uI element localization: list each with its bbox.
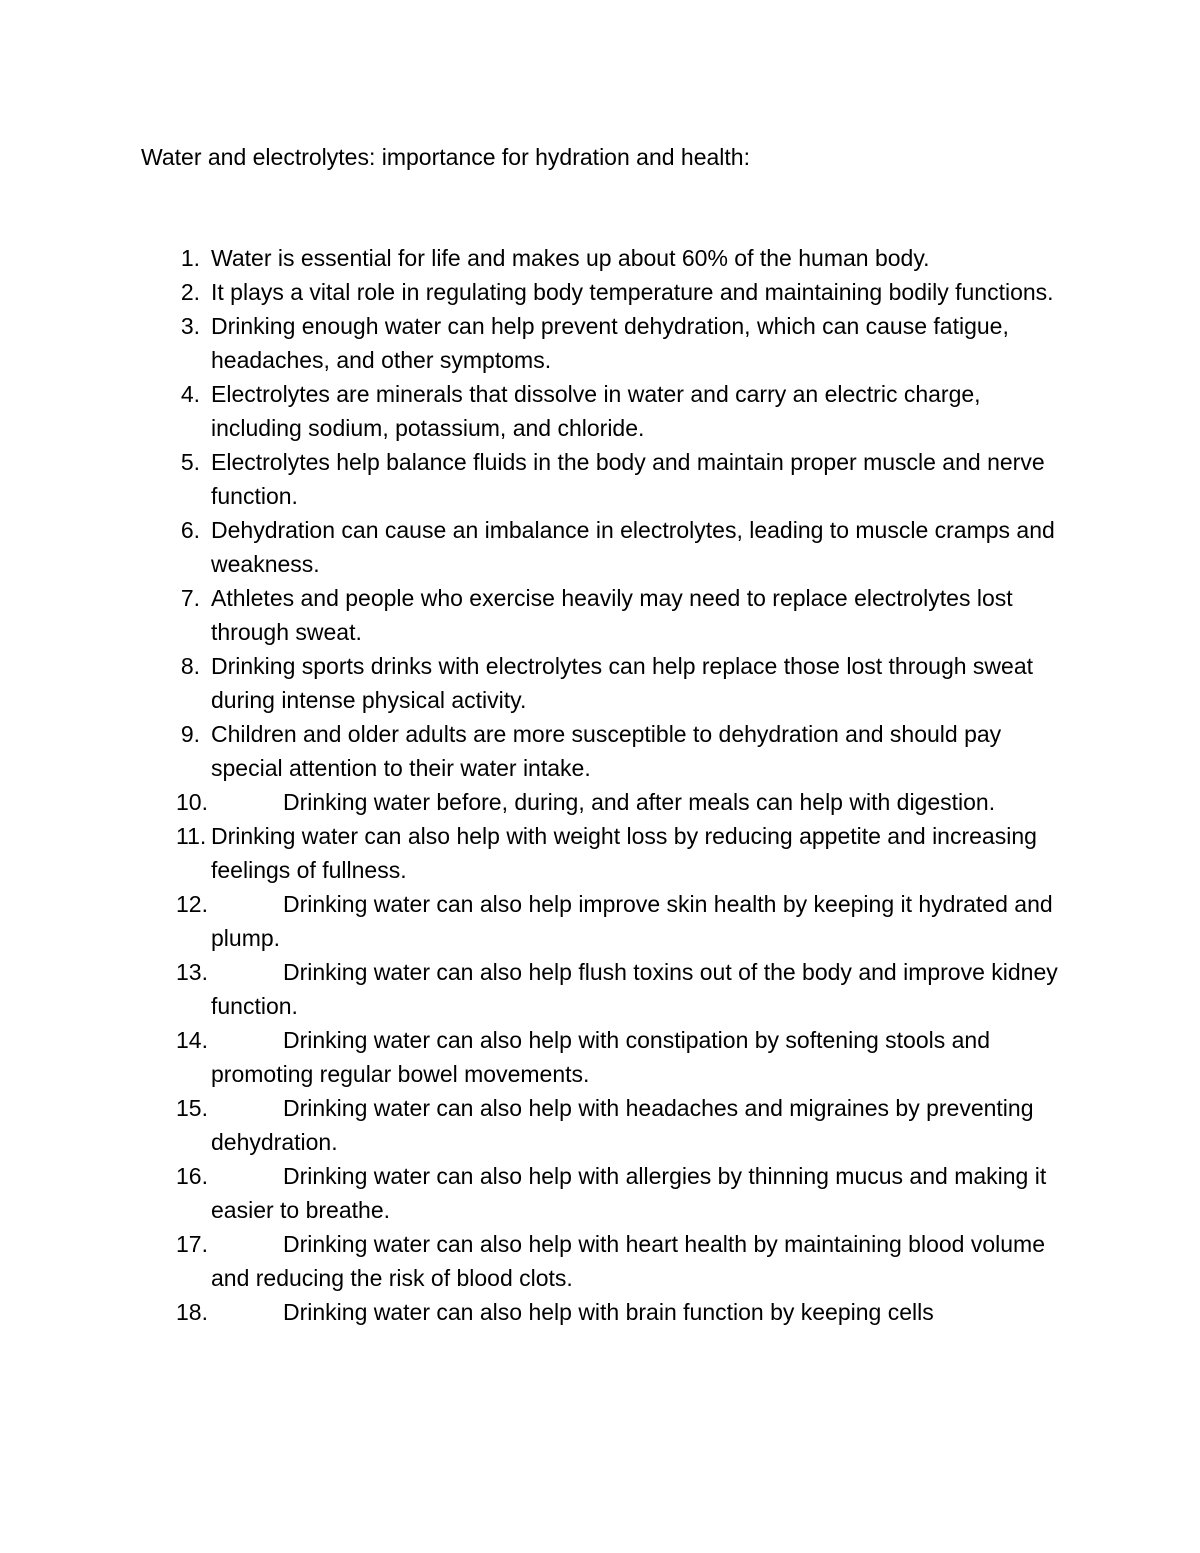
list-item-number: 11. xyxy=(176,823,207,849)
list-item-number: 13. xyxy=(176,959,208,985)
document-title: Water and electrolytes: importance for hydration and health: xyxy=(141,144,750,170)
list-item-number: 8. xyxy=(180,653,200,679)
list-item-text: Water is essential for life and makes up about 60% of the human body. xyxy=(211,245,930,271)
list-item-number: 17. xyxy=(176,1231,208,1257)
list-item-text: Drinking water can also help with brain function by keeping cells xyxy=(283,1299,934,1325)
list-item xyxy=(0,241,1200,275)
list-item xyxy=(0,785,1200,819)
list-item-text: It plays a vital role in regulating body temperature and maintaining bodily functions. xyxy=(211,279,1054,305)
list-item-number: 9. xyxy=(180,721,200,747)
list-item-number: 7. xyxy=(180,585,200,611)
list-item-text: Drinking water can also help with weight loss by reducing appetite and increasing feelings of fullness. xyxy=(211,823,1037,883)
list-item-text: Drinking water can also help with headaches and migraines by preventing dehydration. xyxy=(211,1095,1034,1155)
list-item xyxy=(0,513,1200,581)
list-item xyxy=(0,581,1200,649)
list-item-text: Dehydration can cause an imbalance in electrolytes, leading to muscle cramps and weakness. xyxy=(211,517,1055,577)
list-item xyxy=(0,717,1200,785)
list-item-number: 16. xyxy=(176,1163,208,1189)
list-item-number: 15. xyxy=(176,1095,208,1121)
list-item xyxy=(0,275,1200,309)
list-item-text: Drinking sports drinks with electrolytes can help replace those lost through sweat during intense physical activity. xyxy=(211,653,1034,713)
list-item-number: 12. xyxy=(176,891,208,917)
list-item-number: 1. xyxy=(180,245,200,271)
list-item xyxy=(0,887,1200,955)
list-item xyxy=(0,649,1200,717)
list-item xyxy=(0,1023,1200,1091)
list-item-number: 5. xyxy=(180,449,200,475)
list-item-text: Drinking water can also help improve skin health by keeping it hydrated and plump. xyxy=(211,891,1053,951)
list-item-number: 3. xyxy=(180,313,200,339)
list-item-number: 6. xyxy=(180,517,200,543)
list-item-text: Children and older adults are more susceptible to dehydration and should pay special attention to their water intake. xyxy=(211,721,1002,781)
list-item xyxy=(0,377,1200,445)
list-item-number: 10. xyxy=(176,789,208,815)
list-item xyxy=(0,309,1200,377)
list-item xyxy=(0,1227,1200,1295)
list-item-text: Electrolytes are minerals that dissolve in water and carry an electric charge, including sodium, potassium, and chloride. xyxy=(211,381,981,441)
list-item-number: 2. xyxy=(180,279,200,305)
list-item-number: 18. xyxy=(176,1299,208,1325)
list-item-number: 4. xyxy=(180,381,200,407)
list-item-text: Drinking water can also help with allergies by thinning mucus and making it easier to breathe. xyxy=(211,1163,1047,1223)
list-item-text: Drinking water before, during, and after meals can help with digestion. xyxy=(283,789,996,815)
list-item xyxy=(0,1091,1200,1159)
list-item xyxy=(0,1159,1200,1227)
list-item-text: Drinking enough water can help prevent dehydration, which can cause fatigue, headaches, and other symptoms. xyxy=(211,313,1009,373)
list-item xyxy=(0,1295,1200,1329)
list-item-text: Athletes and people who exercise heavily may need to replace electrolytes lost through sweat. xyxy=(211,585,1013,645)
list-item-text: Drinking water can also help with constipation by softening stools and promoting regular bowel movements. xyxy=(211,1027,991,1087)
list-item-text: Drinking water can also help with heart health by maintaining blood volume and reducing the risk of blood clots. xyxy=(211,1231,1045,1291)
list-item xyxy=(0,445,1200,513)
list-item-number: 14. xyxy=(176,1027,208,1053)
numbered-list xyxy=(0,241,1200,1329)
list-item-text: Drinking water can also help flush toxins out of the body and improve kidney function. xyxy=(211,959,1058,1019)
list-item xyxy=(0,955,1200,1023)
list-item-text: Electrolytes help balance fluids in the body and maintain proper muscle and nerve function. xyxy=(211,449,1045,509)
list-item xyxy=(0,819,1200,887)
